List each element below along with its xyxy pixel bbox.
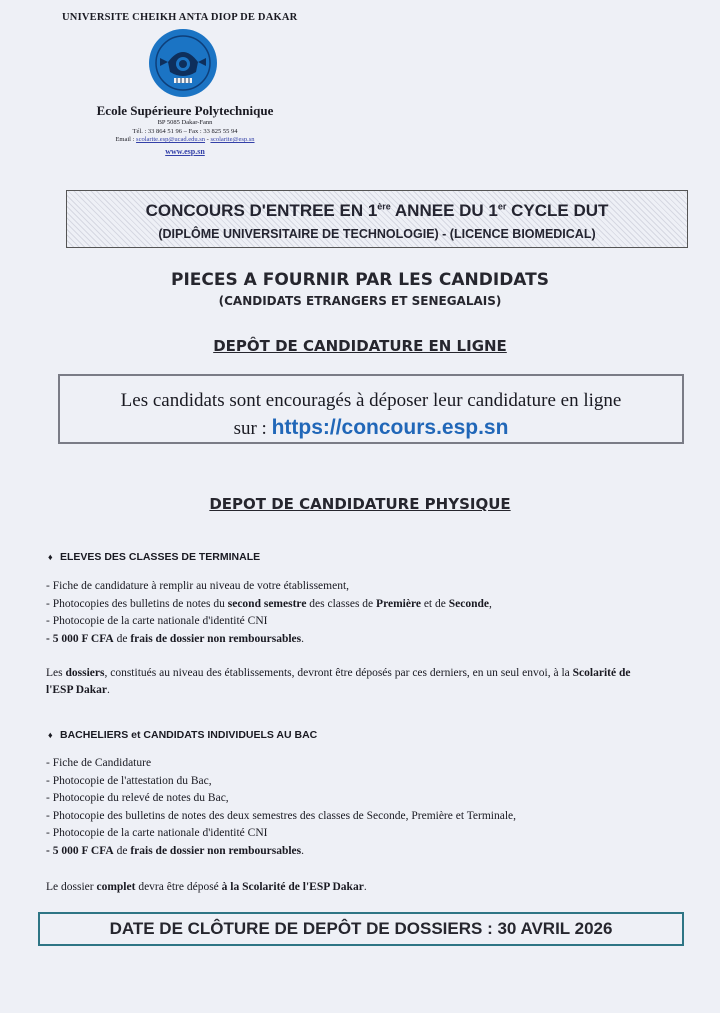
list-item: - Photocopie de la carte nationale d'identité CNI xyxy=(46,827,268,839)
online-text: Les candidats sont encouragés à déposer leur candidature en ligne xyxy=(120,390,622,411)
section-terminale-note xyxy=(46,665,646,699)
university-name: UNIVERSITE CHEIKH ANTA DIOP DE DAKAR xyxy=(62,12,298,23)
section-terminale-list xyxy=(46,578,492,648)
list-item xyxy=(46,596,492,614)
text-bold: Première xyxy=(376,597,421,610)
text-bold: Seconde xyxy=(448,597,489,610)
list-item: - Fiche de Candidature xyxy=(46,757,152,769)
diamond-bullet-icon: ♦ xyxy=(48,552,53,562)
text-bold: à la Scolarité de l'ESP Dakar xyxy=(221,881,364,893)
esp-logo-icon xyxy=(148,28,218,98)
online-text-url-line xyxy=(60,416,682,440)
concours-title-part: CONCOURS D'ENTREE EN 1 xyxy=(145,201,378,220)
text-part: , xyxy=(488,597,492,610)
text-part: . xyxy=(301,844,305,857)
text-part: devra être déposé xyxy=(135,881,222,893)
concours-banner xyxy=(66,190,688,248)
email-link-esp[interactable]: scolarite@esp.sn xyxy=(210,136,255,143)
text-part: - Photocopies des bulletins de notes du xyxy=(46,597,228,610)
concours-url-link[interactable]: https://concours.esp.sn xyxy=(271,416,509,439)
list-item: - Photocopie de l'attestation du Bac, xyxy=(46,774,212,787)
website-link[interactable]: www.esp.sn xyxy=(165,146,205,156)
text-part: . xyxy=(107,684,110,696)
online-sur-label: sur : xyxy=(233,418,272,439)
text-bold: complet xyxy=(96,881,136,893)
section-bacheliers-note xyxy=(46,879,646,896)
list-item xyxy=(46,843,516,861)
diamond-bullet-icon: ♦ xyxy=(48,730,53,740)
text-part: des classes de xyxy=(306,597,377,610)
concours-sup-er: er xyxy=(497,201,507,212)
section-bacheliers-list xyxy=(46,755,516,860)
concours-subtitle: (DIPLÔME UNIVERSITAIRE DE TECHNOLOGIE) - (LICENCE BIOMEDICAL) xyxy=(158,227,596,241)
text-part: de xyxy=(113,632,131,645)
list-item: - Photocopie de la carte nationale d'identité CNI xyxy=(46,615,268,627)
online-section-title: DEPÔT DE CANDIDATURE EN LIGNE xyxy=(213,337,507,355)
section-bacheliers-heading xyxy=(48,729,317,741)
school-header xyxy=(60,103,310,156)
deadline-date: 30 AVRIL 2026 xyxy=(497,919,613,938)
pieces-title: PIECES A FOURNIR PAR LES CANDIDATS xyxy=(170,270,549,290)
school-phone: Tél. : 33 864 51 96 – Fax : 33 825 55 94 xyxy=(132,127,238,135)
section-terminale-heading xyxy=(48,551,260,563)
text-bold: - 5 000 F CFA xyxy=(46,632,114,645)
text-part: . xyxy=(363,881,367,893)
list-item: - Fiche de candidature à remplir au niveau de votre établissement, xyxy=(46,580,350,592)
deadline-label: DATE DE CLÔTURE DE DEPÔT DE DOSSIERS : xyxy=(109,919,498,938)
section-terminale-title: ELEVES DES CLASSES DE TERMINALE xyxy=(60,551,261,563)
concours-title xyxy=(67,201,687,221)
text-part: . xyxy=(301,632,305,645)
school-address: BP 5085 Dakar-Fann xyxy=(157,119,213,126)
email-label: Email : xyxy=(115,136,137,143)
text-bold: frais de dossier non remboursables xyxy=(130,844,302,857)
email-separator: - xyxy=(205,136,211,143)
text-part: de xyxy=(113,844,131,857)
text-part: Le dossier xyxy=(46,881,97,893)
text-part: et de xyxy=(420,597,449,610)
deadline-box xyxy=(38,912,684,946)
text-bold: dossiers xyxy=(65,667,105,679)
text-bold: second semestre xyxy=(227,597,307,610)
list-item xyxy=(46,631,492,649)
text-bold: Scolarité de l'ESP Dakar xyxy=(46,667,631,696)
text-bold: frais de dossier non remboursables xyxy=(130,632,302,645)
physical-section-title: DEPOT DE CANDIDATURE PHYSIQUE xyxy=(209,495,511,513)
online-application-box xyxy=(58,374,684,444)
concours-title-part: ANNEE DU 1 xyxy=(390,201,498,220)
school-name: Ecole Supérieure Polytechnique xyxy=(96,103,274,118)
school-email xyxy=(60,136,310,145)
email-link-scolarite[interactable]: scolarite.esp@ucad.edu.sn xyxy=(136,136,206,143)
text-part: , constitués au niveau des établissements, devront être déposés par ces derniers, en un seul envoi, à la xyxy=(104,667,573,679)
concours-title-part: CYCLE DUT xyxy=(506,201,609,220)
text-part: Les xyxy=(46,667,66,679)
list-item: - Photocopie du relevé de notes du Bac, xyxy=(46,792,229,804)
pieces-subtitle: (CANDIDATS ETRANGERS ET SENEGALAIS) xyxy=(218,294,502,308)
text-bold: - 5 000 F CFA xyxy=(46,844,114,857)
concours-sup-ere: ère xyxy=(377,201,391,212)
section-bacheliers-title: BACHELIERS et CANDIDATS INDIVIDUELS AU BAC xyxy=(60,729,318,741)
list-item: - Photocopie des bulletins de notes des deux semestres des classes de Seconde, Première et Terminale, xyxy=(46,809,517,822)
